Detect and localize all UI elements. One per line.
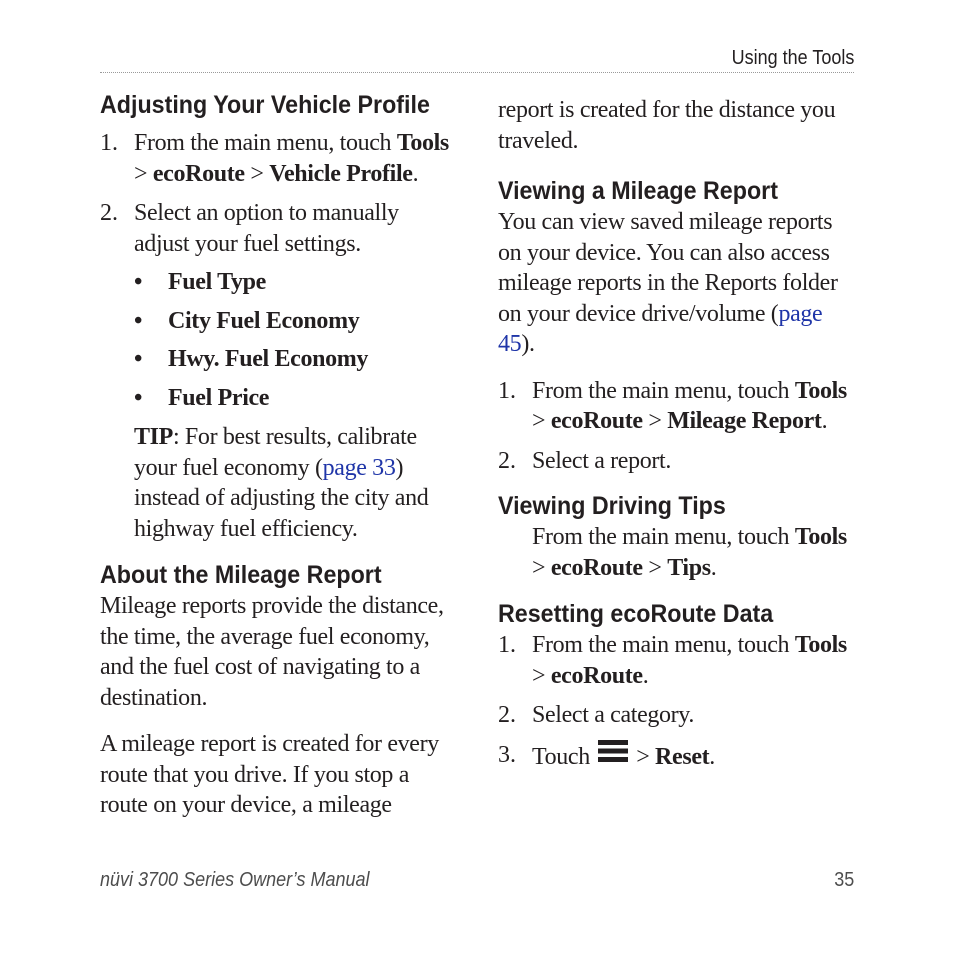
menu-reset: Reset [655, 743, 710, 770]
bullet-label: Fuel Price [168, 384, 270, 411]
menu-ecoroute: ecoRoute [550, 662, 643, 689]
bullet-item [134, 306, 456, 337]
bullet-label: Fuel Type [168, 269, 266, 295]
separator: > [532, 662, 551, 689]
bullet-label: Hwy. Fuel Economy [168, 346, 369, 372]
paragraph-text: You can view saved mileage reports on your device. You can also access mileage reports in the Reports folder on your device drive/volume ( [498, 209, 838, 327]
bullet: • [134, 346, 143, 372]
menu-tips: Tips [667, 554, 711, 581]
step-number: 1. [498, 377, 516, 404]
menu-ecoroute: ecoRoute [152, 160, 245, 187]
separator: > [134, 160, 153, 187]
step-text [532, 376, 854, 437]
period: . [710, 554, 717, 581]
page-45-link[interactable]: page 45 [498, 300, 823, 357]
period: . [709, 743, 715, 770]
step-text: Select a category. [532, 702, 695, 728]
heading-viewing-driving-tips: Viewing Driving Tips [498, 492, 726, 520]
menu-tools: Tools [794, 524, 847, 550]
bullet-label: City Fuel Economy [168, 307, 360, 334]
step-number: 2. [498, 447, 516, 474]
bullet-item [134, 344, 456, 375]
heading-adjusting-vehicle-profile: Adjusting Your Vehicle Profile [100, 91, 430, 119]
header-rule [100, 72, 854, 73]
right-column [498, 95, 854, 772]
menu-tools: Tools [396, 130, 449, 156]
list-item [498, 700, 854, 731]
step-number: 2. [100, 200, 118, 226]
list-item [498, 740, 854, 773]
page-33-link[interactable]: page 33 [322, 454, 396, 481]
tip-label: TIP [134, 424, 173, 450]
step-number: 1. [498, 632, 516, 658]
paragraph-text-end: ). [521, 331, 535, 357]
separator: > [244, 160, 270, 187]
menu-tools: Tools [794, 377, 847, 404]
list-item [100, 128, 456, 189]
menu-ecoroute: ecoRoute [550, 554, 643, 581]
heading-viewing-mileage-report: Viewing a Mileage Report [498, 177, 778, 205]
step-number: 1. [100, 130, 118, 156]
step-text-pre: From the main menu, touch [532, 377, 795, 404]
bullet: • [134, 307, 143, 334]
menu-mileage-report: Mileage Report [667, 408, 822, 434]
footer-manual-title: nüvi 3700 Series Owner’s Manual [100, 869, 370, 891]
step-text-pre: From the main menu, touch [134, 130, 397, 156]
menu-ecoroute: ecoRoute [550, 408, 643, 434]
list-item [498, 446, 854, 477]
menu-tools: Tools [794, 632, 847, 658]
separator: > [642, 408, 668, 434]
separator: > [630, 743, 656, 770]
step-text [532, 740, 715, 773]
step-text-pre: From the main menu, touch [532, 632, 795, 658]
bullet: • [134, 269, 143, 295]
running-head: Using the Tools [731, 47, 854, 69]
bullet: • [134, 384, 143, 411]
list-item [498, 376, 854, 437]
step-text [134, 128, 456, 189]
paragraph [498, 207, 854, 360]
period: . [412, 160, 419, 187]
step-number: 3. [498, 741, 516, 768]
heading-resetting-ecoroute-data: Resetting ecoRoute Data [498, 600, 774, 628]
bullet-item [134, 267, 456, 298]
step-number: 2. [498, 702, 516, 728]
heading-about-mileage-report: About the Mileage Report [100, 561, 382, 589]
bullet-item [134, 383, 456, 414]
step-text: Select a report. [532, 447, 671, 474]
list-item [100, 198, 456, 259]
step-text-pre: Touch [532, 743, 596, 770]
tip-paragraph [134, 422, 456, 544]
tip-text-post: ) instead of adjusting the city and highway fuel efficiency. [134, 454, 429, 542]
step-text [532, 630, 854, 691]
paragraph-text: From the main menu, touch [532, 524, 795, 550]
paragraph: A mileage report is created for every route that you drive. If you stop a route on your device, a mileage [100, 731, 439, 818]
tip-text-pre: : For best results, calibrate your fuel economy ( [134, 424, 417, 481]
menu-vehicle-profile: Vehicle Profile [269, 160, 413, 187]
separator: > [532, 554, 551, 581]
step-text: Select an option to manually adjust your fuel settings. [134, 200, 399, 257]
separator: > [642, 554, 668, 581]
list-item [498, 630, 854, 691]
paragraph [532, 522, 854, 583]
period: . [642, 662, 649, 689]
left-column [100, 90, 456, 821]
footer-page-number: 35 [833, 869, 854, 891]
paragraph-continued: report is created for the distance you traveled. [498, 97, 836, 154]
paragraph: Mileage reports provide the distance, the time, the average fuel economy, and the fuel cost of navigating to a destination. [100, 593, 444, 711]
separator: > [532, 408, 551, 434]
period: . [821, 408, 828, 434]
menu-icon [598, 740, 628, 762]
